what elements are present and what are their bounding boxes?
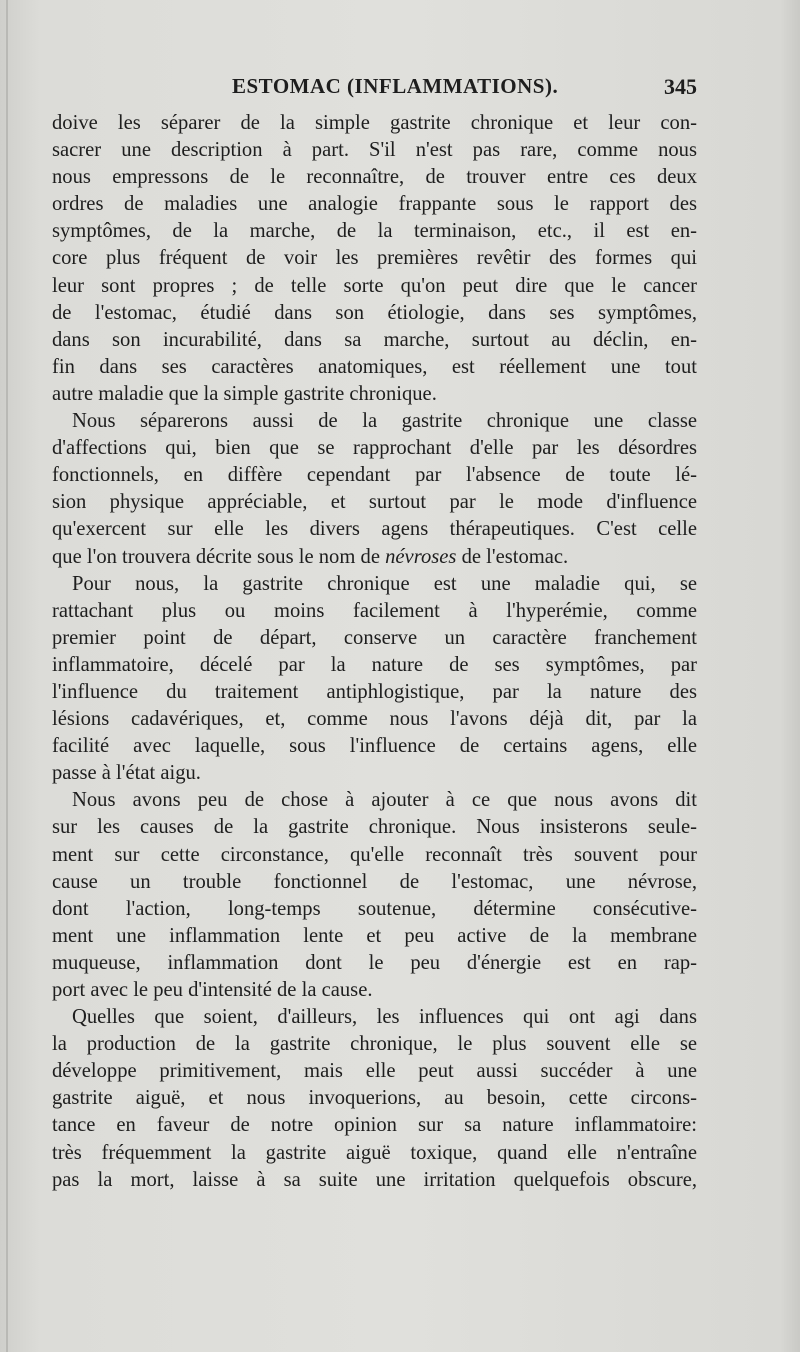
text-line: dans son incurabilité, dans sa marche, surtout au déclin, en- [52, 328, 697, 351]
text-line: de l'estomac, étudié dans son étiologie, dans ses symptômes, [52, 301, 697, 324]
text-line: dont l'action, long-temps soutenue, détermine consécutive- [52, 897, 697, 920]
text-line: développe primitivement, mais elle peut aussi succéder à une [52, 1060, 697, 1083]
text-line: ordres de maladies une analogie frappante sous le rapport des [52, 193, 697, 216]
text-line-with-italic [52, 544, 697, 571]
text-line: Quelles que soient, d'ailleurs, les influences qui ont agi dans [72, 1006, 697, 1029]
text-segment: de l'estomac. [456, 545, 569, 568]
text-line: gastrite aiguë, et nous invoquerions, au besoin, cette circons- [52, 1087, 697, 1110]
italic-term: névroses [385, 545, 457, 568]
text-line: sacrer une description à part. S'il n'est pas rare, comme nous [52, 139, 697, 162]
text-line: qu'exercent sur elle les divers agens thérapeutiques. C'est celle [52, 518, 697, 541]
text-line: tance en faveur de notre opinion sur sa nature inflammatoire: [52, 1114, 697, 1137]
text-line: très fréquemment la gastrite aiguë toxique, quand elle n'entraîne [52, 1141, 697, 1164]
paragraph-3 [52, 571, 697, 788]
paragraph-2 [52, 408, 697, 571]
text-line: fin dans ses caractères anatomiques, est réellement une tout [52, 355, 697, 378]
body-text [52, 110, 697, 1194]
text-line: Pour nous, la gastrite chronique est une maladie qui, se [72, 572, 697, 595]
text-segment: que l'on trouvera décrite sous le nom de [52, 545, 386, 568]
page-gutter-edge [6, 0, 8, 1352]
text-line: ment une inflammation lente et peu active de la membrane [52, 924, 697, 947]
text-line: doive les séparer de la simple gastrite chronique et leur con- [52, 112, 697, 134]
text-line: inflammatoire, décelé par la nature de ses symptômes, par [52, 653, 697, 676]
text-line: d'affections qui, bien que se rapprochant d'elle par les désordres [52, 437, 697, 460]
text-line: port avec le peu d'intensité de la cause. [52, 979, 373, 1001]
text-line: ment sur cette circonstance, qu'elle reconnaît très souvent pour [52, 843, 697, 866]
text-line: facilité avec laquelle, sous l'influence de certains agens, elle [52, 735, 697, 758]
page-header [52, 74, 697, 104]
paragraph-4 [52, 787, 697, 1004]
text-line: premier point de départ, conserve un caractère franchement [52, 626, 697, 649]
text-line: muqueuse, inflammation dont le peu d'énergie est en rap- [52, 951, 697, 974]
text-line: symptômes, de la marche, de la terminaison, etc., il est en- [52, 220, 697, 243]
text-line: leur sont propres ; de telle sorte qu'on peut dire que le cancer [52, 274, 697, 297]
text-line: pas la mort, laisse à sa suite une irritation quelquefois obscure, [52, 1168, 697, 1191]
text-line: l'influence du traitement antiphlogistique, par la nature des [52, 680, 697, 703]
text-line: core plus fréquent de voir les premières revêtir des formes qui [52, 247, 697, 270]
text-line: lésions cadavériques, et, comme nous l'avons déjà dit, par la [52, 708, 697, 731]
paragraph-1 [52, 110, 697, 408]
text-line: Nous avons peu de chose à ajouter à ce que nous avons dit [72, 789, 697, 812]
text-line: sur les causes de la gastrite chronique. Nous insisterons seule- [52, 816, 697, 839]
page-number: 345 [664, 74, 697, 99]
paragraph-5 [52, 1004, 697, 1194]
text-line: cause un trouble fonctionnel de l'estomac, une névrose, [52, 870, 697, 893]
text-line: nous empressons de le reconnaître, de trouver entre ces deux [52, 166, 697, 189]
text-line: sion physique appréciable, et surtout par le mode d'influence [52, 491, 697, 514]
running-head: ESTOMAC (INFLAMMATIONS). [232, 74, 559, 98]
text-line: autre maladie que la simple gastrite chronique. [52, 382, 437, 405]
text-line: passe à l'état aigu. [52, 762, 201, 785]
text-line: rattachant plus ou moins facilement à l'hyperémie, comme [52, 599, 697, 622]
text-line: la production de la gastrite chronique, le plus souvent elle se [52, 1033, 697, 1056]
text-line: Nous séparerons aussi de la gastrite chronique une classe [72, 410, 697, 433]
text-line: fonctionnels, en diffère cependant par l'absence de toute lé- [52, 464, 697, 487]
